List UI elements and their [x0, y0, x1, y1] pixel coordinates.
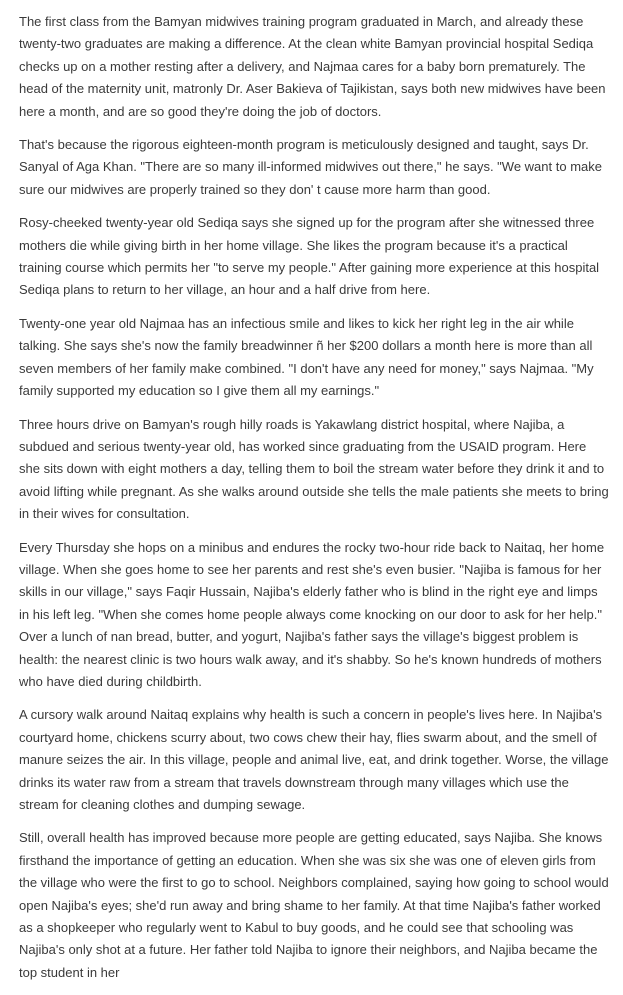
article-paragraph: Twenty-one year old Najmaa has an infectious smile and likes to kick her right leg in the air while talking. She says she's now the family breadwinner ñ her $200 dollars a month here is more than all seven members of her family make combined. "I don't have any need for money," says Najmaa. "My family supported my education so I give them all my earnings." — [19, 315, 594, 399]
article-body — [19, 11, 609, 995]
article-paragraph: Three hours drive on Bamyan's rough hilly roads is Yakawlang district hospital, where Najiba, a subdued and serious twenty-year old, has worked since graduating from the USAID program. Here she sits down with eight mothers a day, telling them to boil the stream water before they drink it and to avoid lifting while pregnant. As she walks around outside she tells the male patients she meets to bring in their wives for consultation. — [19, 416, 609, 522]
article-paragraph: That's because the rigorous eighteen-month program is meticulously designed and taught, says Dr. Sanyal of Aga Khan. "There are so many ill-informed midwives out there," he says. "We want to make sure our midwives are properly trained so they don' t cause more harm than good. — [19, 137, 602, 197]
article-paragraph: Still, overall health has improved because more people are getting educated, says Najiba. She knows firsthand the importance of getting an education. When she was six she was one of eleven girls from the village who were the first to go to school. Neighbors complained, saying how going to school would open Najiba's eyes; she'd run away and bring shame to her family. At that time Najiba's father worked as a shopkeeper who regularly went to Kabul to buy goods, and he could see that schooling was Najiba's only shot at a future. Her father told Najiba to ignore their neighbors, and Najiba became the top student in her — [19, 830, 609, 980]
article-paragraph: Rosy-cheeked twenty-year old Sediqa says she signed up for the program after she witnessed three mothers die while giving birth in her home village. She likes the program because it's a practical training course which permits her "to serve my people." After gaining more experience at this hospital Sediqa plans to return to her village, an hour and a half drive from here. — [19, 215, 600, 298]
article-paragraph: A cursory walk around Naitaq explains why health is such a concern in people's lives here. In Najiba's courtyard home, chickens scurry about, two cows chew their hay, flies swarm about, and the smell of manure seizes the air. In this village, people and animal live, eat, and drink together. Worse, the village drinks its water raw from a stream that travels downstream through many villages which use the stream for cleaning clothes and dumping sewage. — [19, 707, 609, 812]
article-paragraph: The first class from the Bamyan midwives training program graduated in March, and already these twenty-two graduates are making a difference. At the clean white Bamyan provincial hospital Sediqa checks up on a mother resting after a delivery, and Najmaa cares for a baby born prematurely. The head of the maternity unit, matronly Dr. Aser Bakieva of Tajikistan, says both new midwives have been here a month, and are so good they're doing the job of doctors. — [19, 14, 606, 119]
article-paragraph: Every Thursday she hops on a minibus and endures the rocky two-hour ride back to Naitaq, her home village. When she goes home to see her parents and rest she's even busier. "Najiba is famous for her skills in our village," says Faqir Hussain, Najiba's elderly father who is blind in the right eye and limps in his left leg. "When she comes home people always come knocking on our door to ask for her help." Over a lunch of nan bread, butter, and yogurt, Najiba's father says the village's biggest problem is health: the nearest clinic is two hours walk away, and it's shabby. So he's known hundreds of mothers who have died during childbirth. — [19, 539, 605, 689]
